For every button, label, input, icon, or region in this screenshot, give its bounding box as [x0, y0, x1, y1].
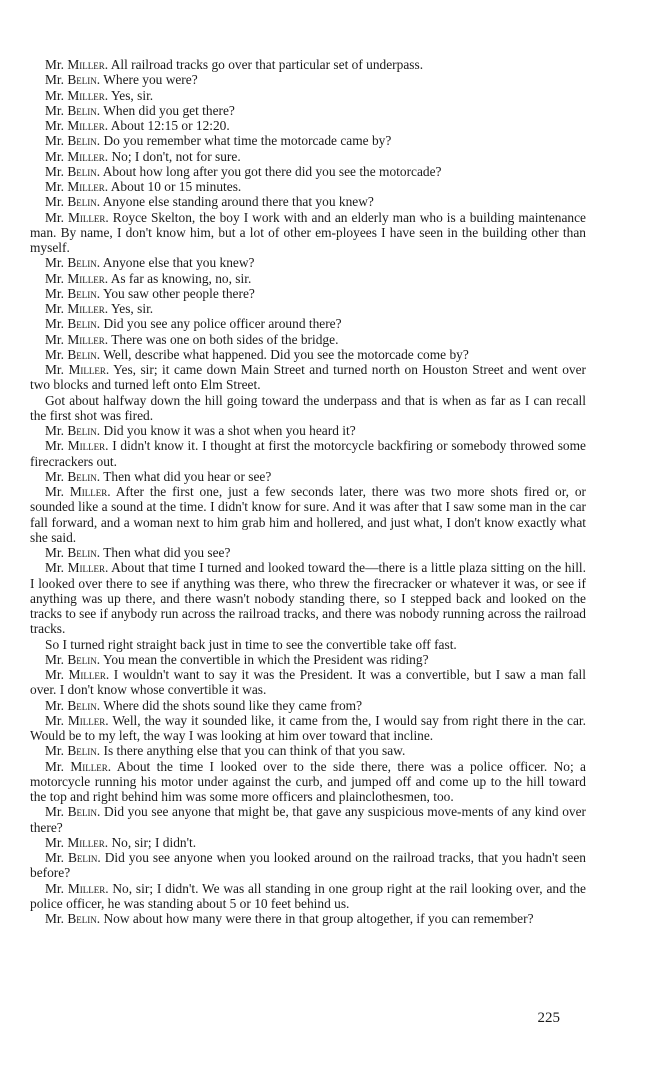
- speaker-name: Belin.: [67, 316, 101, 332]
- testimony-paragraph: [30, 271, 586, 286]
- speaker-title: Mr.: [45, 316, 64, 332]
- speaker-title: Mr.: [45, 87, 64, 103]
- speaker-title: Mr.: [45, 560, 64, 576]
- speaker-name: Miller.: [67, 834, 109, 850]
- speaker-title: Mr.: [45, 758, 64, 774]
- testimony-paragraph: [30, 255, 586, 270]
- testimony-paragraph: [30, 164, 586, 179]
- testimony-paragraph: [30, 149, 586, 164]
- testimony-paragraph: [30, 835, 586, 850]
- speaker-name: Belin.: [67, 911, 101, 926]
- testimony-paragraph: [30, 332, 586, 347]
- speaker-title: Mr.: [45, 545, 64, 560]
- paragraph-text: No; I don't, not for sure.: [111, 148, 241, 164]
- paragraph-text: Yes, sir.: [110, 301, 154, 316]
- speaker-title: Mr.: [45, 423, 64, 438]
- speaker-title: Mr.: [45, 484, 64, 499]
- speaker-name: Miller.: [70, 758, 112, 774]
- speaker-title: Mr.: [45, 133, 64, 149]
- speaker-title: Mr.: [45, 880, 64, 896]
- speaker-name: Belin.: [67, 346, 101, 362]
- paragraph-text: No, sir; I didn't. We was all standing in one group right at the rail looking over, and the police officer, he was standing about 5 or 10 feet behind us.: [30, 880, 586, 911]
- testimony-paragraph: [30, 713, 586, 744]
- paragraph-text: Yes, sir; it came down Main Street and turned north on Houston Street and went over two blocks and turned left onto Elm Street.: [30, 362, 586, 393]
- testimony-paragraph: [30, 103, 586, 118]
- page-number: 225: [537, 1010, 560, 1026]
- paragraph-text: So I turned right straight back just in time to see the convertible take off fast.: [45, 636, 457, 652]
- testimony-paragraph: [30, 698, 586, 713]
- testimony-paragraph: [30, 804, 586, 835]
- speaker-title: Mr.: [45, 651, 64, 667]
- paragraph-text: I wouldn't want to say it was the President. It was a convertible, but I saw a man fall over. I don't know whose convertible it was.: [30, 667, 586, 698]
- paragraph-text: About 12:15 or 12:20.: [110, 118, 230, 133]
- speaker-name: Belin.: [67, 194, 101, 210]
- testimony-paragraph: [30, 179, 586, 194]
- testimony-paragraph: [30, 194, 586, 209]
- speaker-title: Mr.: [45, 102, 64, 118]
- speaker-name: Belin.: [67, 651, 101, 667]
- paragraph-text: You mean the convertible in which the President was riding?: [102, 651, 429, 667]
- speaker-name: Belin.: [67, 423, 101, 438]
- speaker-title: Mr.: [45, 438, 64, 454]
- testimony-paragraph: [30, 759, 586, 805]
- testimony-paragraph: [30, 316, 586, 331]
- paragraph-text: Now about how many were there in that group altogether, if you can remember?: [103, 911, 534, 926]
- testimony-paragraph: [30, 118, 586, 133]
- testimony-paragraph: [30, 469, 586, 484]
- testimony-paragraph: [30, 637, 586, 652]
- speaker-name: Miller.: [69, 484, 111, 499]
- paragraph-text: Got about halfway down the hill going toward the underpass and that is when as far as I can recall the first shot was fired.: [30, 392, 586, 423]
- speaker-name: Miller.: [67, 118, 109, 133]
- speaker-name: Miller.: [68, 209, 109, 225]
- paragraph-text: About that time I turned and looked toward the—there is a little plaza sitting on the hill. I looked over there to see if anything was there, who threw the firecracker or whatever it was, or see if anything was up there, and there wasn't nobody standing there, so I stepped back and looked on the tracks to see if anybody run across the railroad tracks, and there was nobody running across the railroad tracks.: [30, 560, 586, 637]
- speaker-name: Belin.: [67, 133, 101, 149]
- paragraph-text: Where did the shots sound like they came from?: [103, 697, 363, 713]
- speaker-name: Miller.: [67, 270, 109, 286]
- speaker-name: Belin.: [67, 72, 101, 88]
- transcript-page: [30, 57, 586, 926]
- paragraph-text: Anyone else standing around there that you knew?: [102, 194, 374, 210]
- speaker-name: Miller.: [67, 57, 109, 72]
- speaker-name: Belin.: [67, 804, 101, 820]
- speaker-title: Mr.: [45, 911, 64, 926]
- speaker-name: Miller.: [67, 301, 109, 316]
- paragraph-text: Then what did you hear or see?: [103, 468, 272, 484]
- testimony-paragraph: [30, 484, 586, 545]
- testimony-paragraph: [30, 286, 586, 301]
- speaker-title: Mr.: [45, 743, 64, 759]
- speaker-title: Mr.: [45, 194, 64, 210]
- testimony-paragraph: [30, 652, 586, 667]
- paragraph-text: There was one on both sides of the bridge.: [111, 331, 339, 347]
- speaker-title: Mr.: [45, 285, 64, 301]
- speaker-title: Mr.: [45, 270, 64, 286]
- paragraph-text: You saw other people there?: [102, 285, 255, 301]
- speaker-name: Miller.: [67, 179, 109, 194]
- paragraph-text: As far as knowing, no, sir.: [110, 270, 252, 286]
- speaker-title: Mr.: [45, 179, 64, 194]
- speaker-name: Belin.: [67, 850, 101, 865]
- speaker-name: Miller.: [67, 148, 109, 164]
- speaker-name: Miller.: [67, 438, 109, 454]
- speaker-title: Mr.: [45, 804, 64, 820]
- paragraph-text: Yes, sir.: [110, 87, 154, 103]
- speaker-title: Mr.: [45, 712, 64, 728]
- paragraph-text: After the first one, just a few seconds later, there was two more shots fired or, or sounded like a sound at the time. I didn't know for sure. And it was after that I saw some man in the car fall forward, and a woman next to him grab him and hollered, and just what, I don't know exactly what she said.: [30, 484, 586, 545]
- testimony-paragraph: [30, 560, 586, 636]
- speaker-title: Mr.: [45, 72, 64, 88]
- speaker-name: Miller.: [67, 712, 109, 728]
- paragraph-text: Then what did you see?: [103, 545, 231, 560]
- testimony-paragraph: [30, 438, 586, 469]
- testimony-paragraph: [30, 210, 586, 256]
- paragraph-text: About 10 or 15 minutes.: [110, 179, 242, 194]
- speaker-name: Belin.: [67, 163, 101, 179]
- speaker-name: Belin.: [67, 545, 101, 560]
- testimony-paragraph: [30, 423, 586, 438]
- speaker-title: Mr.: [45, 346, 64, 362]
- speaker-name: Miller.: [67, 87, 109, 103]
- speaker-name: Belin.: [67, 285, 101, 301]
- paragraph-text: Did you see anyone that might be, that gave any suspicious move-ments of any kind over there?: [30, 804, 586, 835]
- testimony-paragraph: [30, 133, 586, 148]
- speaker-name: Miller.: [67, 560, 109, 576]
- speaker-name: Belin.: [67, 697, 101, 713]
- testimony-paragraph: [30, 667, 586, 698]
- paragraph-text: Do you remember what time the motorcade came by?: [103, 133, 392, 149]
- speaker-title: Mr.: [45, 255, 64, 271]
- testimony-paragraph: [30, 57, 586, 72]
- speaker-name: Miller.: [68, 667, 110, 682]
- speaker-title: Mr.: [45, 209, 64, 225]
- speaker-title: Mr.: [45, 362, 64, 377]
- speaker-name: Belin.: [67, 102, 101, 118]
- speaker-title: Mr.: [45, 301, 64, 316]
- paragraph-text: Well, describe what happened. Did you see the motorcade come by?: [103, 346, 469, 362]
- speaker-title: Mr.: [45, 850, 64, 865]
- testimony-paragraph: [30, 301, 586, 316]
- testimony-paragraph: [30, 72, 586, 87]
- testimony-paragraph: [30, 850, 586, 881]
- testimony-paragraph: [30, 88, 586, 103]
- paragraph-text: Where you were?: [103, 72, 198, 88]
- speaker-title: Mr.: [45, 468, 64, 484]
- speaker-title: Mr.: [45, 697, 64, 713]
- speaker-title: Mr.: [45, 57, 64, 72]
- testimony-paragraph: [30, 911, 586, 926]
- paragraph-text: Is there anything else that you can think of that you saw.: [103, 743, 406, 759]
- speaker-title: Mr.: [45, 118, 64, 133]
- paragraph-text: Did you see any police officer around there?: [103, 316, 342, 332]
- testimony-paragraph: [30, 743, 586, 758]
- speaker-name: Belin.: [67, 468, 101, 484]
- testimony-paragraph: [30, 545, 586, 560]
- speaker-title: Mr.: [45, 331, 64, 347]
- paragraph-text: Well, the way it sounded like, it came from the, I would say from right there in the car. Would be to my left, the way I was looking at him over toward that incline.: [30, 712, 586, 743]
- paragraph-text: About the time I looked over to the side there, there was a police officer. No; a motorcycle running his motor under against the curb, and jumped off and come up to the hill toward the top and right behind him was some more officers and plainclothesmen, too.: [30, 758, 586, 804]
- speaker-title: Mr.: [45, 667, 64, 682]
- speaker-name: Belin.: [67, 743, 101, 759]
- speaker-name: Belin.: [67, 255, 101, 271]
- speaker-title: Mr.: [45, 148, 64, 164]
- speaker-title: Mr.: [45, 163, 64, 179]
- paragraph-text: About how long after you got there did you see the motorcade?: [102, 163, 442, 179]
- testimony-paragraph: [30, 881, 586, 912]
- paragraph-text: When did you get there?: [103, 102, 235, 118]
- testimony-paragraph: [30, 347, 586, 362]
- testimony-paragraph: [30, 393, 586, 424]
- testimony-paragraph: [30, 362, 586, 393]
- speaker-title: Mr.: [45, 834, 64, 850]
- speaker-name: Miller.: [67, 331, 109, 347]
- paragraph-text: All railroad tracks go over that particular set of underpass.: [110, 57, 424, 72]
- paragraph-text: I didn't know it. I thought at first the motorcycle backfiring or somebody throwed some firecrackers out.: [30, 438, 586, 469]
- paragraph-text: No, sir; I didn't.: [111, 834, 197, 850]
- paragraph-text: Anyone else that you knew?: [102, 255, 255, 271]
- paragraph-text: Royce Skelton, the boy I work with and an elderly man who is a building maintenance man. By name, I don't know him, but a lot of other em-ployees I have seen in the building other than myself.: [30, 209, 586, 255]
- paragraph-text: Did you know it was a shot when you heard it?: [103, 423, 356, 438]
- speaker-name: Miller.: [67, 880, 109, 896]
- paragraph-text: Did you see anyone when you looked around on the railroad tracks, that you hadn't seen before?: [30, 850, 586, 881]
- speaker-name: Miller.: [68, 362, 110, 377]
